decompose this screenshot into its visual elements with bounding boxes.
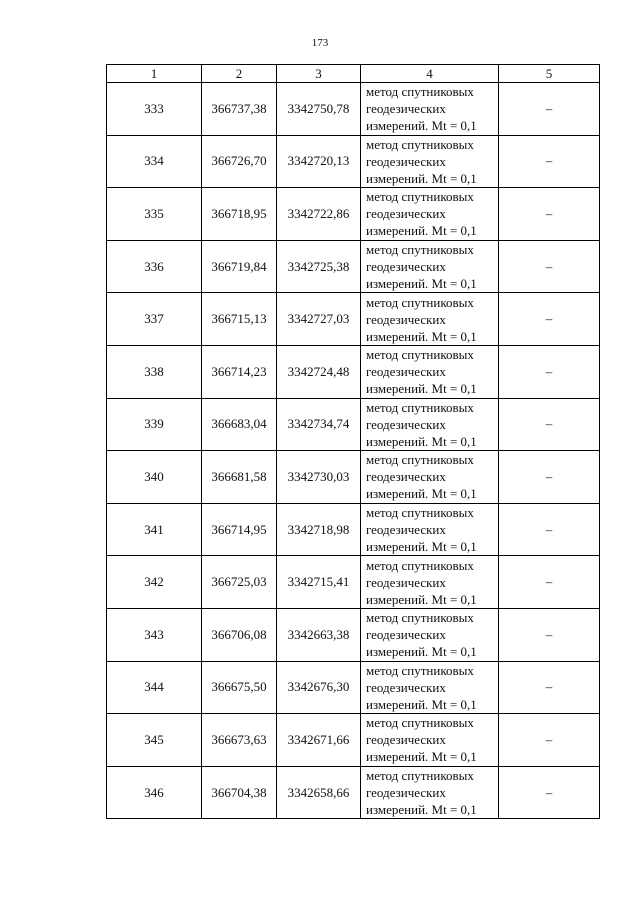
method-line: измерений. Mt = 0,1 <box>366 170 477 186</box>
method-line: метод спутниковых <box>366 84 474 100</box>
y-coordinate-cell: 3342658,66 <box>277 766 361 819</box>
table-row <box>107 661 600 714</box>
method-cell <box>361 451 499 504</box>
point-id-cell: 334 <box>107 135 202 188</box>
method-line: измерений. Mt = 0,1 <box>366 276 477 292</box>
note-cell: – <box>499 345 600 398</box>
point-id-cell: 341 <box>107 503 202 556</box>
point-id-cell: 340 <box>107 451 202 504</box>
column-header: 2 <box>202 65 277 83</box>
method-line: метод спутниковых <box>366 715 474 731</box>
table-row <box>107 608 600 661</box>
x-coordinate-cell: 366719,84 <box>202 240 277 293</box>
y-coordinate-cell: 3342676,30 <box>277 661 361 714</box>
method-line: метод спутниковых <box>366 347 474 363</box>
method-cell <box>361 608 499 661</box>
y-coordinate-cell: 3342750,78 <box>277 83 361 136</box>
point-id-cell: 333 <box>107 83 202 136</box>
y-coordinate-cell: 3342671,66 <box>277 714 361 767</box>
note-cell: – <box>499 661 600 714</box>
point-id-cell: 345 <box>107 714 202 767</box>
page-number: 173 <box>311 37 329 49</box>
note-cell: – <box>499 503 600 556</box>
x-coordinate-cell: 366673,63 <box>202 714 277 767</box>
point-id-cell: 343 <box>107 608 202 661</box>
method-line: метод спутниковых <box>366 768 474 784</box>
method-line: геодезических <box>366 101 446 117</box>
method-line: метод спутниковых <box>366 505 474 521</box>
table-row <box>107 345 600 398</box>
method-cell <box>361 503 499 556</box>
method-line: метод спутниковых <box>366 557 474 573</box>
method-cell <box>361 188 499 241</box>
method-cell <box>361 766 499 819</box>
method-cell <box>361 398 499 451</box>
note-cell: – <box>499 83 600 136</box>
x-coordinate-cell: 366737,38 <box>202 83 277 136</box>
table-body <box>107 83 600 819</box>
note-cell: – <box>499 608 600 661</box>
y-coordinate-cell: 3342715,41 <box>277 556 361 609</box>
note-cell: – <box>499 451 600 504</box>
method-line: измерений. Mt = 0,1 <box>366 749 477 765</box>
x-coordinate-cell: 366706,08 <box>202 608 277 661</box>
method-line: геодезических <box>366 364 446 380</box>
note-cell: – <box>499 398 600 451</box>
method-line: геодезических <box>366 259 446 275</box>
table-header-row <box>107 65 600 83</box>
method-line: метод спутниковых <box>366 610 474 626</box>
method-line: измерений. Mt = 0,1 <box>366 486 477 502</box>
y-coordinate-cell: 3342724,48 <box>277 345 361 398</box>
table-row <box>107 135 600 188</box>
table-row <box>107 451 600 504</box>
method-cell <box>361 240 499 293</box>
y-coordinate-cell: 3342725,38 <box>277 240 361 293</box>
method-line: метод спутниковых <box>366 294 474 310</box>
point-id-cell: 342 <box>107 556 202 609</box>
x-coordinate-cell: 366715,13 <box>202 293 277 346</box>
table-row <box>107 188 600 241</box>
method-line: метод спутниковых <box>366 399 474 415</box>
note-cell: – <box>499 714 600 767</box>
point-id-cell: 339 <box>107 398 202 451</box>
x-coordinate-cell: 366704,38 <box>202 766 277 819</box>
method-line: измерений. Mt = 0,1 <box>366 591 477 607</box>
table-row <box>107 398 600 451</box>
method-line: метод спутниковых <box>366 242 474 258</box>
point-id-cell: 335 <box>107 188 202 241</box>
method-line: измерений. Mt = 0,1 <box>366 381 477 397</box>
method-line: метод спутниковых <box>366 189 474 205</box>
method-line: геодезических <box>366 785 446 801</box>
note-cell: – <box>499 766 600 819</box>
y-coordinate-cell: 3342718,98 <box>277 503 361 556</box>
method-line: геодезических <box>366 469 446 485</box>
method-cell <box>361 83 499 136</box>
note-cell: – <box>499 293 600 346</box>
table-row <box>107 293 600 346</box>
x-coordinate-cell: 366726,70 <box>202 135 277 188</box>
method-line: измерений. Mt = 0,1 <box>366 118 477 134</box>
method-line: геодезических <box>366 153 446 169</box>
y-coordinate-cell: 3342663,38 <box>277 608 361 661</box>
method-line: геодезических <box>366 627 446 643</box>
method-line: метод спутниковых <box>366 452 474 468</box>
method-cell <box>361 345 499 398</box>
method-line: измерений. Mt = 0,1 <box>366 328 477 344</box>
method-line: измерений. Mt = 0,1 <box>366 433 477 449</box>
x-coordinate-cell: 366725,03 <box>202 556 277 609</box>
point-id-cell: 346 <box>107 766 202 819</box>
method-line: измерений. Mt = 0,1 <box>366 644 477 660</box>
method-line: геодезических <box>366 732 446 748</box>
point-id-cell: 338 <box>107 345 202 398</box>
table-row <box>107 83 600 136</box>
method-cell <box>361 661 499 714</box>
table-row <box>107 503 600 556</box>
method-line: метод спутниковых <box>366 136 474 152</box>
method-line: метод спутниковых <box>366 662 474 678</box>
x-coordinate-cell: 366675,50 <box>202 661 277 714</box>
x-coordinate-cell: 366681,58 <box>202 451 277 504</box>
x-coordinate-cell: 366718,95 <box>202 188 277 241</box>
table-row <box>107 556 600 609</box>
x-coordinate-cell: 366714,23 <box>202 345 277 398</box>
y-coordinate-cell: 3342722,86 <box>277 188 361 241</box>
method-line: геодезических <box>366 206 446 222</box>
table-row <box>107 766 600 819</box>
column-header: 5 <box>499 65 600 83</box>
point-id-cell: 344 <box>107 661 202 714</box>
point-id-cell: 337 <box>107 293 202 346</box>
method-line: геодезических <box>366 574 446 590</box>
note-cell: – <box>499 240 600 293</box>
method-line: измерений. Mt = 0,1 <box>366 539 477 555</box>
method-line: измерений. Mt = 0,1 <box>366 802 477 818</box>
coordinates-table <box>106 64 600 819</box>
method-line: измерений. Mt = 0,1 <box>366 696 477 712</box>
column-header: 3 <box>277 65 361 83</box>
method-line: геодезических <box>366 522 446 538</box>
method-line: геодезических <box>366 416 446 432</box>
y-coordinate-cell: 3342734,74 <box>277 398 361 451</box>
method-cell <box>361 135 499 188</box>
x-coordinate-cell: 366683,04 <box>202 398 277 451</box>
point-id-cell: 336 <box>107 240 202 293</box>
y-coordinate-cell: 3342720,13 <box>277 135 361 188</box>
table-row <box>107 240 600 293</box>
method-line: геодезических <box>366 679 446 695</box>
column-header: 1 <box>107 65 202 83</box>
note-cell: – <box>499 135 600 188</box>
table-row <box>107 714 600 767</box>
method-line: измерений. Mt = 0,1 <box>366 223 477 239</box>
x-coordinate-cell: 366714,95 <box>202 503 277 556</box>
method-cell <box>361 293 499 346</box>
note-cell: – <box>499 556 600 609</box>
column-header: 4 <box>361 65 499 83</box>
method-line: геодезических <box>366 311 446 327</box>
note-cell: – <box>499 188 600 241</box>
y-coordinate-cell: 3342727,03 <box>277 293 361 346</box>
method-cell <box>361 714 499 767</box>
y-coordinate-cell: 3342730,03 <box>277 451 361 504</box>
method-cell <box>361 556 499 609</box>
